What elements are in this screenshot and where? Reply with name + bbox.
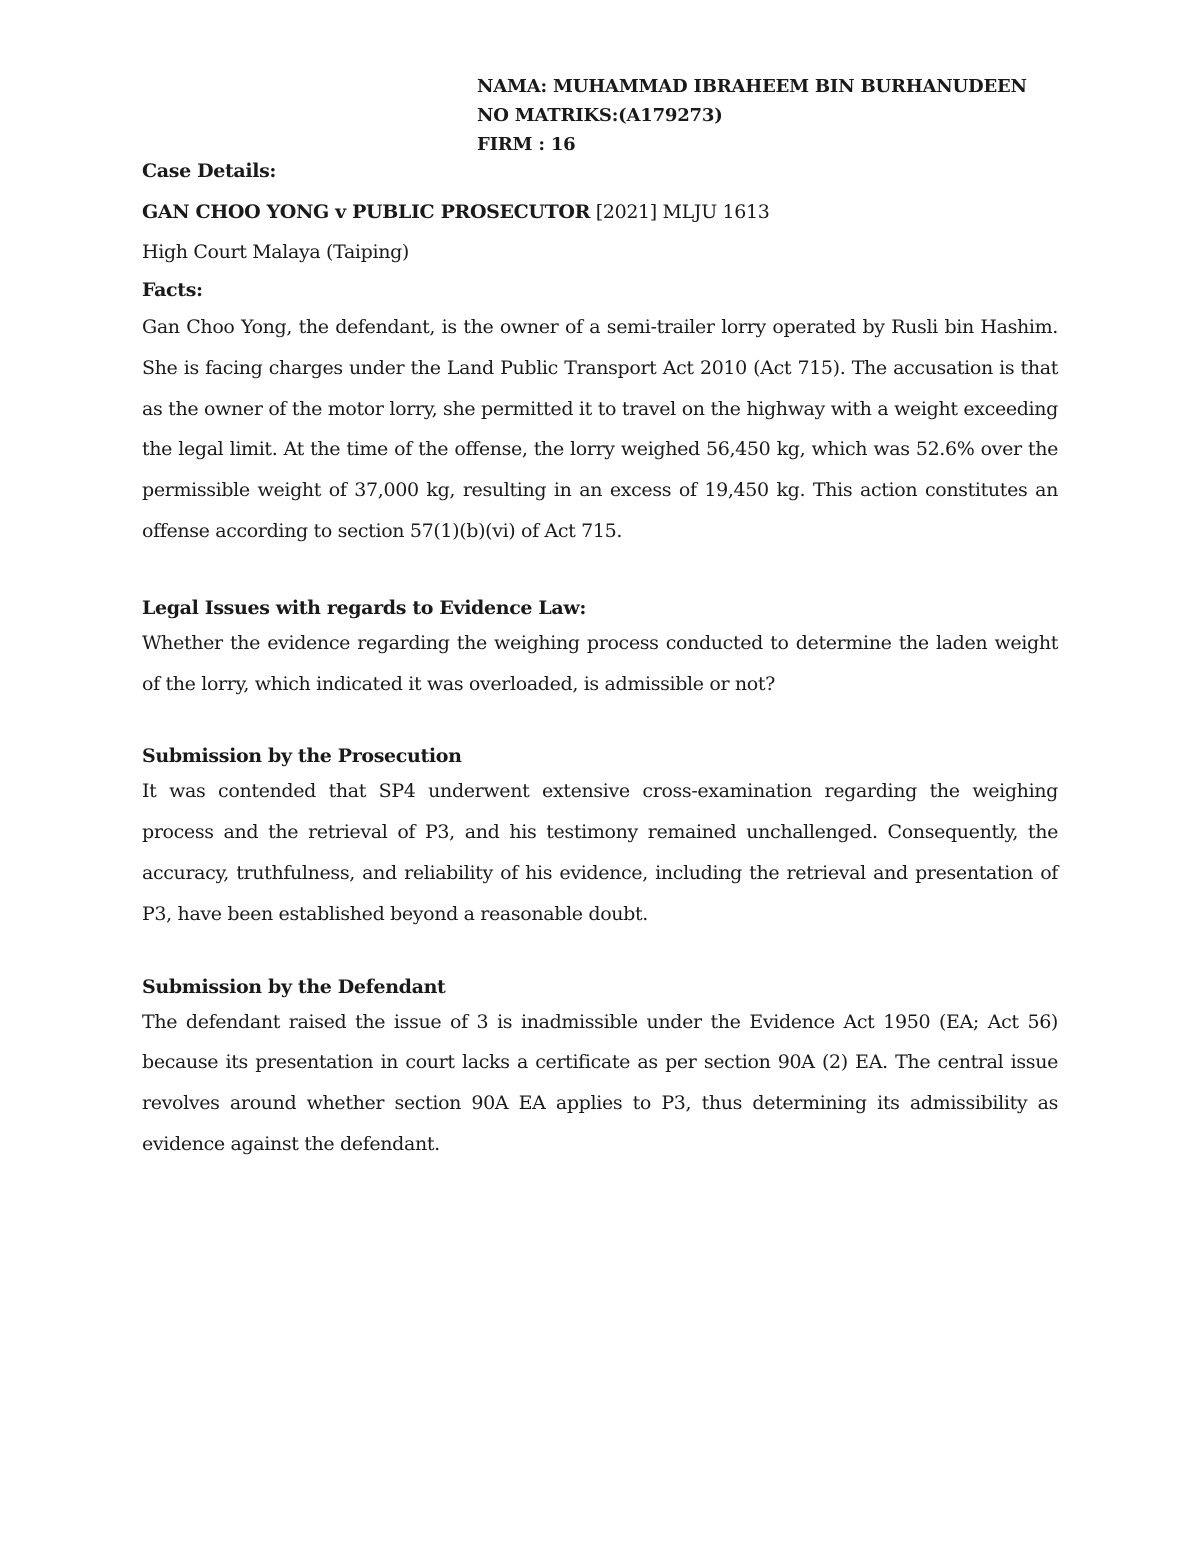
legal-issues-heading: Legal Issues with regards to Evidence Law: [142,596,587,619]
court-name: High Court Malaya (Taiping) [142,241,409,263]
defendant-paragraph: The defendant raised the issue of 3 is inadmissible under the Evidence Act 1950 (EA; Act 56) because its presentation in court lacks a certificate as per section 90A (2) EA. The central issue revolves around whether section 90A EA applies to P3, thus determining its admissibility as evidence against the defendant. [142,1010,1058,1155]
case-title: GAN CHOO YONG v PUBLIC PROSECUTOR [142,201,591,223]
facts-heading: Facts: [142,279,203,301]
document-body [142,157,1058,1165]
section-spacer [142,552,1058,594]
prosecution-heading: Submission by the Prosecution [142,745,462,768]
matric-number: NO MATRIKS:(A179273) [477,105,723,126]
section-spacer [142,935,1058,973]
case-details-heading: Case Details: [142,160,277,182]
firm-number: FIRM : 16 [477,134,576,155]
student-name: NAMA: MUHAMMAD IBRAHEEM BIN BURHANUDEEN [477,76,1027,97]
case-title-line [142,192,1058,232]
section-spacer [142,704,1058,742]
facts-paragraph: Gan Choo Yong, the defendant, is the owner of a semi-trailer lorry operated by Rusli bin Hashim. She is facing charges under the Land Public Transport Act 2010 (Act 715). The accusation is that as the owner of the motor lorry, she permitted it to travel on the highway with a weight exceeding the legal limit. At the time of the offense, the lorry weighed 56,450 kg, which was 52.6% over the permissible weight of 37,000 kg, resulting in an excess of 19,450 kg. This action constitutes an offense according to section 57(1)(b)(vi) of Act 715. [142,316,1058,542]
prosecution-paragraph: It was contended that SP4 underwent extensive cross-examination regarding the weighing process and the retrieval of P3, and his testimony remained unchallenged. Consequently, the accuracy, truthfulness, and reliability of his evidence, including the retrieval and presentation of P3, have been established beyond a reasonable doubt. [142,780,1058,925]
defendant-heading: Submission by the Defendant [142,975,446,998]
student-header [477,72,1027,159]
legal-issues-paragraph: Whether the evidence regarding the weighing process conducted to determine the laden weight of the lorry, which indicated it was overloaded, is admissible or not? [142,631,1058,695]
case-citation: [2021] MLJU 1613 [595,201,770,223]
